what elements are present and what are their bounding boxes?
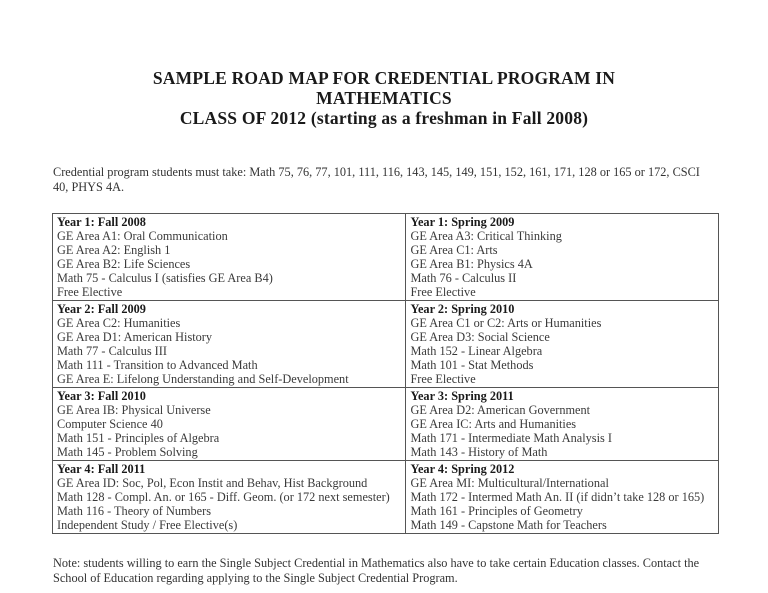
course-item: GE Area D1: American History [57, 330, 213, 344]
course-item: GE Area C2: Humanities [57, 316, 181, 330]
course-item: Math 145 - Problem Solving [57, 445, 198, 459]
course-item: GE Area IC: Arts and Humanities [410, 417, 577, 431]
course-item: Math 149 - Capstone Math for Teachers [410, 518, 607, 532]
term-heading: Year 4: Fall 2011 [57, 462, 146, 476]
course-item: Math 128 - Compl. An. or 165 - Diff. Geom. (or 172 next semester) [57, 490, 390, 504]
term-cell-spring-2009 [406, 214, 719, 301]
table-row-year-4 [53, 461, 719, 534]
course-item: GE Area B1: Physics 4A [410, 257, 533, 271]
title-line-3: CLASS OF 2012 (starting as a freshman in Fall 2008) [179, 108, 589, 128]
footnote: Note: students willing to earn the Single Subject Credential in Mathematics also have to take certain Education classes. Contact the School of Education regarding applying to the Single Subject Credential Program. [53, 556, 700, 585]
course-item: GE Area MI: Multicultural/International [410, 476, 609, 490]
course-item: GE Area A3: Critical Thinking [410, 229, 562, 243]
course-item: Math 101 - Stat Methods [410, 358, 534, 372]
table-row-year-2 [53, 301, 719, 388]
term-cell-spring-2010 [406, 301, 719, 388]
term-cell-fall-2008 [53, 214, 406, 301]
course-item: GE Area ID: Soc, Pol, Econ Instit and Behav, Hist Background [57, 476, 368, 490]
title-line-2: MATHEMATICS [316, 88, 452, 108]
roadmap-table [52, 213, 719, 534]
term-heading: Year 2: Fall 2009 [57, 302, 146, 316]
course-item: GE Area D2: American Government [410, 403, 591, 417]
table-row-year-1 [53, 214, 719, 301]
table-row-year-3 [53, 388, 719, 461]
course-item: Math 75 - Calculus I (satisfies GE Area B4) [57, 271, 273, 285]
term-heading: Year 2: Spring 2010 [410, 302, 515, 316]
course-item: Free Elective [410, 285, 476, 299]
term-heading: Year 3: Fall 2010 [57, 389, 146, 403]
course-item: Independent Study / Free Elective(s) [57, 518, 238, 532]
course-item: GE Area D3: Social Science [410, 330, 550, 344]
term-heading: Year 3: Spring 2011 [410, 389, 514, 403]
course-item: Math 143 - History of Math [410, 445, 548, 459]
course-item: Math 111 - Transition to Advanced Math [57, 358, 258, 372]
document-title [0, 68, 768, 128]
course-item: GE Area C1: Arts [410, 243, 498, 257]
term-heading: Year 1: Spring 2009 [410, 215, 515, 229]
term-cell-fall-2009 [53, 301, 406, 388]
course-item: GE Area B2: Life Sciences [57, 257, 191, 271]
course-item: Math 161 - Principles of Geometry [410, 504, 583, 518]
course-item: GE Area C1 or C2: Arts or Humanities [410, 316, 602, 330]
term-cell-spring-2011 [406, 388, 719, 461]
course-item: Math 76 - Calculus II [410, 271, 517, 285]
course-item: Computer Science 40 [57, 417, 163, 431]
term-heading: Year 4: Spring 2012 [410, 462, 515, 476]
course-item: Math 152 - Linear Algebra [410, 344, 543, 358]
term-cell-fall-2011 [53, 461, 406, 534]
term-cell-fall-2010 [53, 388, 406, 461]
course-item: Free Elective [57, 285, 123, 299]
course-item: Math 171 - Intermediate Math Analysis I [410, 431, 612, 445]
term-cell-spring-2012 [406, 461, 719, 534]
course-item: Free Elective [410, 372, 476, 386]
course-item: GE Area A2: English 1 [57, 243, 171, 257]
course-item: GE Area A1: Oral Communication [57, 229, 228, 243]
course-item: Math 172 - Intermed Math An. II (if didn’t take 128 or 165) [410, 490, 705, 504]
course-item: GE Area IB: Physical Universe [57, 403, 211, 417]
title-line-1: SAMPLE ROAD MAP FOR CREDENTIAL PROGRAM IN [152, 68, 616, 88]
requirements-paragraph: Credential program students must take: Math 75, 76, 77, 101, 111, 116, 143, 145, 149, 151, 152, 161, 171, 128 or 165 or 172, CSCI 40, PHYS 4A. [53, 165, 700, 194]
term-heading: Year 1: Fall 2008 [57, 215, 146, 229]
course-item: Math 151 - Principles of Algebra [57, 431, 220, 445]
course-item: Math 116 - Theory of Numbers [57, 504, 212, 518]
course-item: GE Area E: Lifelong Understanding and Self-Development [57, 372, 349, 386]
course-item: Math 77 - Calculus III [57, 344, 167, 358]
